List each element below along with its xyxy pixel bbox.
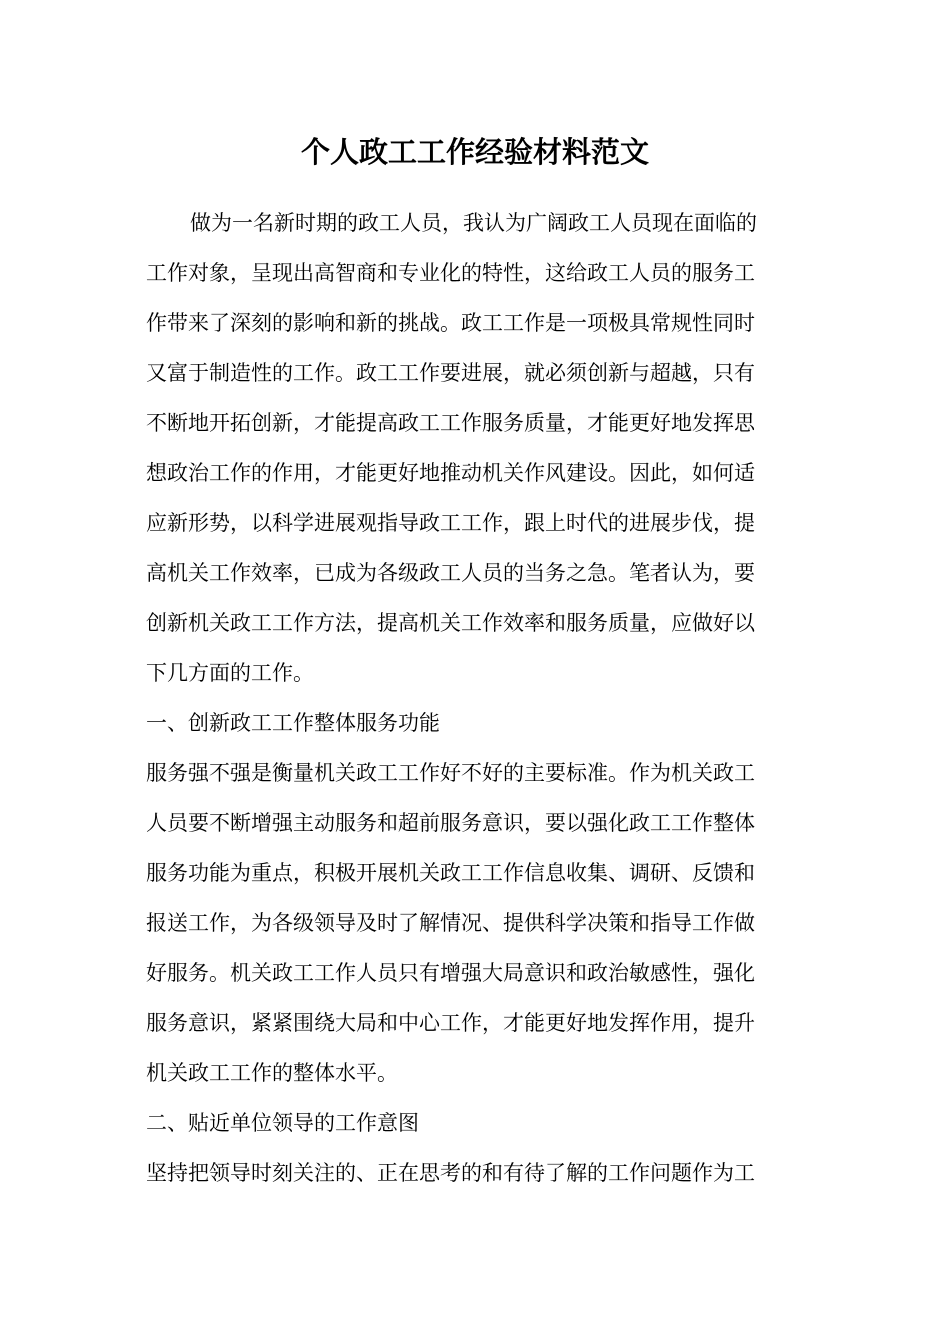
text-line: 服务强不强是衡量机关政工工作好不好的主要标准。作为机关政工 <box>146 761 755 785</box>
text-line: 下几方面的工作。 <box>146 661 314 685</box>
text-line: 应新形势，以科学进展观指导政工工作，跟上时代的进展步伐，提 <box>146 511 755 535</box>
document-title: 个人政工工作经验材料范文 <box>300 135 649 169</box>
text-line: 人员要不断增强主动服务和超前服务意识，要以强化政工工作整体 <box>146 811 755 835</box>
text-line: 服务功能为重点，积极开展机关政工工作信息收集、调研、反馈和 <box>146 861 755 885</box>
section-heading: 一、创新政工工作整体服务功能 <box>146 711 440 735</box>
section-heading: 二、贴近单位领导的工作意图 <box>146 1111 419 1135</box>
text-line: 想政治工作的作用，才能更好地推动机关作风建设。因此，如何适 <box>146 461 755 485</box>
text-line: 作带来了深刻的影响和新的挑战。政工工作是一项极具常规性同时 <box>146 311 755 335</box>
text-line: 工作对象，呈现出高智商和专业化的特性，这给政工人员的服务工 <box>146 261 755 285</box>
text-line: 不断地开拓创新，才能提高政工工作服务质量，才能更好地发挥思 <box>146 411 755 435</box>
text-line: 高机关工作效率，已成为各级政工人员的当务之急。笔者认为，要 <box>146 561 755 585</box>
text-line: 服务意识，紧紧围绕大局和中心工作，才能更好地发挥作用，提升 <box>146 1011 755 1035</box>
text-line: 做为一名新时期的政工人员，我认为广阔政工人员现在面临的 <box>190 211 757 235</box>
text-line: 报送工作，为各级领导及时了解情况、提供科学决策和指导工作做 <box>146 911 755 935</box>
text-line: 好服务。机关政工工作人员只有增强大局意识和政治敏感性，强化 <box>146 961 755 985</box>
text-line: 坚持把领导时刻关注的、正在思考的和有待了解的工作问题作为工 <box>146 1161 755 1185</box>
text-line: 创新机关政工工作方法，提高机关工作效率和服务质量，应做好以 <box>146 611 755 635</box>
text-line: 又富于制造性的工作。政工工作要进展，就必须创新与超越，只有 <box>146 361 755 385</box>
document-body <box>146 198 811 1198</box>
text-line: 机关政工工作的整体水平。 <box>146 1061 398 1085</box>
